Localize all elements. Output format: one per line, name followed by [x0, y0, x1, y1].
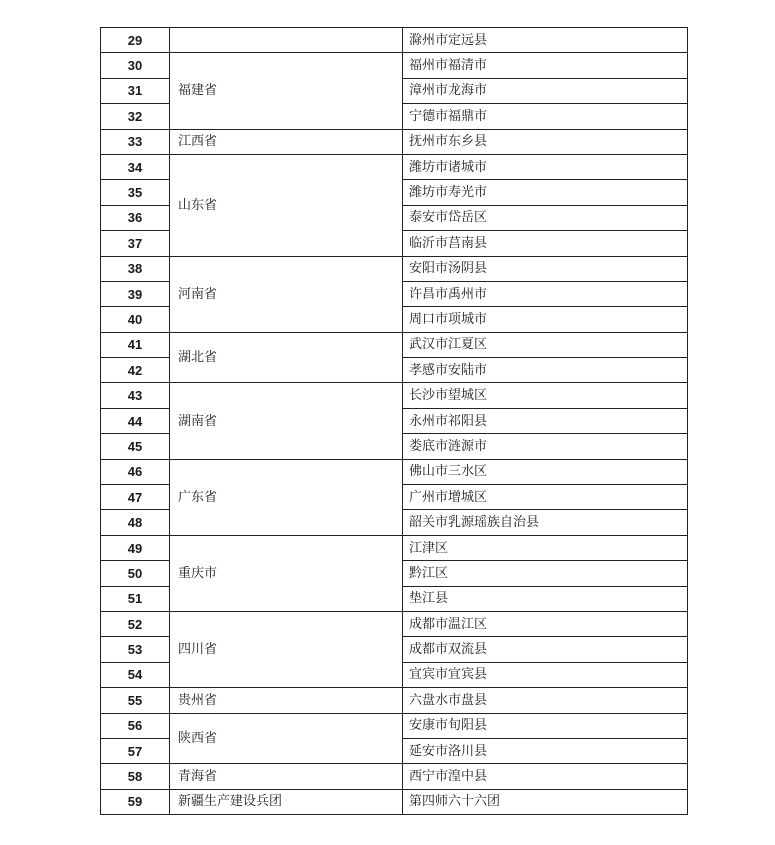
row-number-cell: 44: [101, 408, 170, 433]
table-row: [101, 789, 688, 814]
county-city-cell: 黔江区: [403, 561, 688, 586]
province-cell: 重庆市: [170, 535, 403, 611]
row-number-cell: 40: [101, 307, 170, 332]
row-number-cell: 41: [101, 332, 170, 357]
row-number-cell: 43: [101, 383, 170, 408]
county-city-cell: 延安市洛川县: [403, 738, 688, 763]
row-number-cell: 39: [101, 281, 170, 306]
row-number-cell: 57: [101, 738, 170, 763]
table-row: [101, 383, 688, 408]
county-city-cell: 西宁市湟中县: [403, 764, 688, 789]
row-number-cell: 47: [101, 485, 170, 510]
row-number-cell: 49: [101, 535, 170, 560]
county-city-cell: 成都市双流县: [403, 637, 688, 662]
row-number-cell: 54: [101, 662, 170, 687]
row-number-cell: 58: [101, 764, 170, 789]
county-city-cell: 韶关市乳源瑶族自治县: [403, 510, 688, 535]
county-city-cell: 抚州市东乡县: [403, 129, 688, 154]
county-city-cell: 安阳市汤阴县: [403, 256, 688, 281]
table-row: [101, 713, 688, 738]
row-number-cell: 53: [101, 637, 170, 662]
county-city-cell: 潍坊市诸城市: [403, 154, 688, 179]
county-city-cell: 孝感市安陆市: [403, 358, 688, 383]
county-city-cell: 安康市旬阳县: [403, 713, 688, 738]
county-list-table: [100, 27, 688, 815]
row-number-cell: 46: [101, 459, 170, 484]
province-cell: 青海省: [170, 764, 403, 789]
row-number-cell: 52: [101, 611, 170, 636]
county-city-cell: 泰安市岱岳区: [403, 205, 688, 230]
table-row: [101, 764, 688, 789]
row-number-cell: 42: [101, 358, 170, 383]
county-city-cell: 永州市祁阳县: [403, 408, 688, 433]
row-number-cell: 55: [101, 688, 170, 713]
province-cell: 福建省: [170, 53, 403, 129]
county-city-cell: 漳州市龙海市: [403, 78, 688, 103]
county-city-cell: 许昌市禹州市: [403, 281, 688, 306]
province-cell: 湖南省: [170, 383, 403, 459]
table-row: [101, 154, 688, 179]
row-number-cell: 35: [101, 180, 170, 205]
row-number-cell: 30: [101, 53, 170, 78]
county-city-cell: 宜宾市宜宾县: [403, 662, 688, 687]
row-number-cell: 48: [101, 510, 170, 535]
county-city-cell: 长沙市望城区: [403, 383, 688, 408]
row-number-cell: 36: [101, 205, 170, 230]
county-city-cell: 福州市福清市: [403, 53, 688, 78]
row-number-cell: 45: [101, 434, 170, 459]
table-row: [101, 256, 688, 281]
table-row: [101, 459, 688, 484]
row-number-cell: 50: [101, 561, 170, 586]
row-number-cell: 59: [101, 789, 170, 814]
table-row: [101, 611, 688, 636]
county-city-cell: 滁州市定远县: [403, 28, 688, 53]
county-city-cell: 垫江县: [403, 586, 688, 611]
table-row: [101, 332, 688, 357]
table-row: [101, 129, 688, 154]
row-number-cell: 51: [101, 586, 170, 611]
province-cell: 山东省: [170, 154, 403, 256]
county-city-cell: 广州市增城区: [403, 485, 688, 510]
county-city-cell: 江津区: [403, 535, 688, 560]
county-city-cell: 宁德市福鼎市: [403, 104, 688, 129]
row-number-cell: 37: [101, 231, 170, 256]
province-cell: 河南省: [170, 256, 403, 332]
county-city-cell: 六盘水市盘县: [403, 688, 688, 713]
row-number-cell: 56: [101, 713, 170, 738]
province-cell: 新疆生产建设兵团: [170, 789, 403, 814]
row-number-cell: 38: [101, 256, 170, 281]
province-cell: 广东省: [170, 459, 403, 535]
county-city-cell: 娄底市涟源市: [403, 434, 688, 459]
county-city-cell: 临沂市莒南县: [403, 231, 688, 256]
province-cell: 湖北省: [170, 332, 403, 383]
table-row: [101, 535, 688, 560]
table-row: [101, 53, 688, 78]
province-cell: 陕西省: [170, 713, 403, 764]
table-row: [101, 688, 688, 713]
province-cell: [170, 28, 403, 53]
county-city-cell: 佛山市三水区: [403, 459, 688, 484]
row-number-cell: 33: [101, 129, 170, 154]
county-city-cell: 武汉市江夏区: [403, 332, 688, 357]
row-number-cell: 29: [101, 28, 170, 53]
province-cell: 贵州省: [170, 688, 403, 713]
row-number-cell: 31: [101, 78, 170, 103]
county-city-cell: 成都市温江区: [403, 611, 688, 636]
table-row: [101, 28, 688, 53]
county-city-cell: 潍坊市寿光市: [403, 180, 688, 205]
county-city-cell: 第四师六十六团: [403, 789, 688, 814]
province-cell: 四川省: [170, 611, 403, 687]
county-city-cell: 周口市项城市: [403, 307, 688, 332]
table-body: [101, 28, 688, 815]
province-cell: 江西省: [170, 129, 403, 154]
row-number-cell: 32: [101, 104, 170, 129]
row-number-cell: 34: [101, 154, 170, 179]
